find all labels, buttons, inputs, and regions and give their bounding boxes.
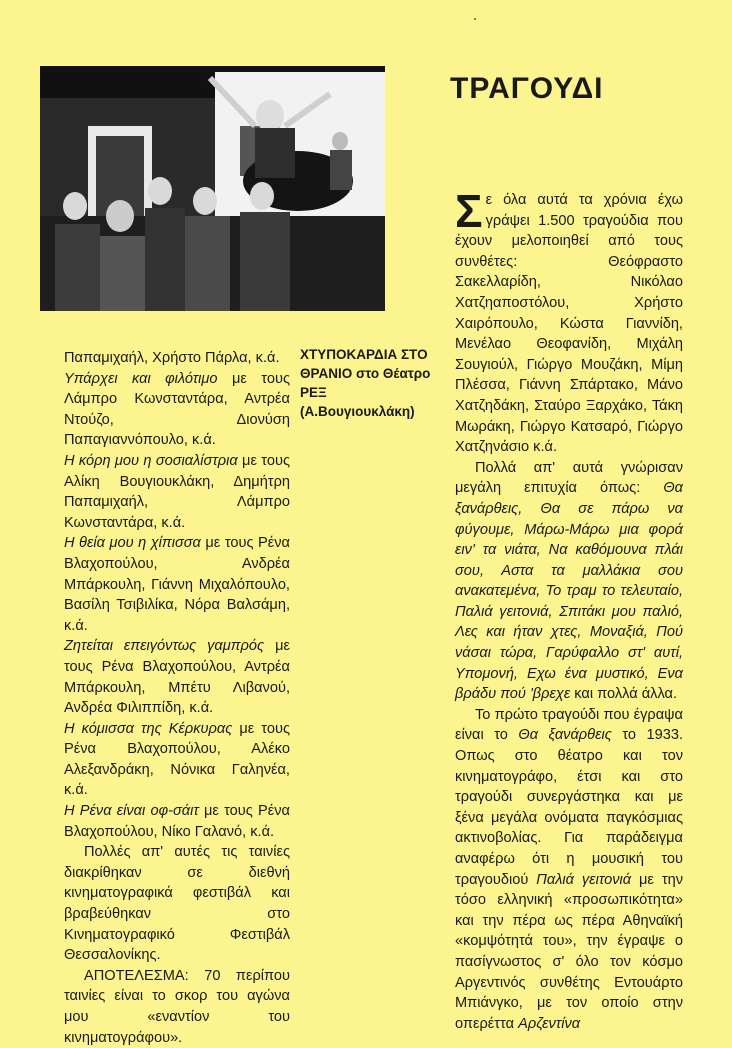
paragraph: Πολλές απ' αυτές τις ταινίες διακρίθηκαν σε διεθνή κινηματογραφικά φεστιβάλ και βραβεύθηκαν στο Κινηματογραφικό Φεστιβάλ Θεσσαλονίκης. — [64, 844, 290, 964]
songs-lead: Πολλά απ' αυτά γνώρισαν μεγάλη επιτυχία όπως: — [455, 459, 683, 497]
film-entry — [64, 636, 290, 718]
text-run: το 1933. Οπως στο θέατρο και τον κινηματογράφο, έτσι και στο τραγούδι συνεργάστηκα και με ξένα μεγάλα ονόματα παγκόσμιας ακτινοβολίας. Για παράδειγμα αναφέρω ότι η μουσική του τραγουδιού — [455, 727, 683, 888]
film-entry — [64, 719, 290, 801]
section-heading: ΤΡΑΓΟΥΔΙ — [450, 72, 604, 105]
song-title: Αρζεντίνα — [518, 1015, 581, 1032]
film-title: Η κόμισσα της Κέρκυρας — [64, 720, 233, 737]
paragraph — [455, 705, 683, 1035]
song-list: Θα ξανάρθεις, Θα σε πάρω να φύγουμε, Μάρω-Μάρω μια φορά ειν' τα νιάτα, Να καθόμουνα πλάι σου, Αστα τα μαλλάκια σου ανακατεμένα, Το τραμ το τελευταίο, Παλιά γειτονιά, Σπιτάκι μου παλιό, Λες και ήταν χτες, Μοναξιά, Πού νάσαι τώρα, Γαρύφαλλο στ' αυτί, Υπομονή, Εχω ένα μυστικό, Ενα βράδυ πού 'βρεχε — [455, 480, 683, 703]
text-run: Το πρώτο τραγούδι που έγραψα είναι το — [455, 706, 683, 744]
film-cast: με τους Ρένα Βλαχοπούλου, Αντρέα Μπάρκουλη, Μπέτυ Λιβανού, Ανδρέα Φιλιππίδη, κ.ά. — [64, 638, 290, 717]
intro-paragraph — [455, 185, 683, 458]
paragraph: ΑΠΟΤΕΛΕΣΜΑ: 70 περίπου ταινίες είναι το σκορ του αγώνα μου «εναντίον του κινηματογράφου». — [64, 967, 290, 1046]
songs-tail: και πολλά άλλα. — [570, 686, 678, 703]
film-cast: με τους Ρένα Βλαχοπούλου, Ανδρέα Μπάρκουλη, Γιάννη Μιχαλόπουλο, Βασίλη Τσιβιλίκα, Νόρα Βαλσάμη, κ.ά. — [64, 535, 290, 634]
speck — [474, 18, 476, 20]
paragraph — [455, 458, 683, 705]
photo-stage-scene — [40, 66, 385, 311]
song-title: Παλιά γειτονιά — [536, 871, 632, 888]
film-title: Η θεία μου η χίπισσα — [64, 535, 201, 552]
drop-cap: Σ — [455, 185, 483, 237]
film-title: Ζητείται επειγόντως γαμπρός — [64, 638, 265, 655]
film-title: Υπάρχει και φιλότιμο — [64, 370, 218, 387]
photo-caption: ΧΤΥΠΟΚΑΡΔΙΑ ΣΤΟ ΘΡΑΝΙΟ στο Θέατρο ΡΕΞ (Α.Βουγιουκλάκη) — [300, 347, 431, 419]
film-entry — [64, 369, 290, 451]
left-column — [64, 348, 290, 1048]
film-title: Η κόρη μου η σοσιαλίστρια — [64, 452, 238, 469]
film-cast: με τους Ρένα Βλαχοπούλου, Νίκο Γαλανό, κ.ά. — [64, 803, 290, 840]
film-cast: με τους Αλίκη Βουγιουκλάκη, Δημήτρη Παπαμιχαήλ, Λάμπρο Κωνσταντάρα, κ.ά. — [64, 452, 290, 531]
text-run: με την τόσο ελληνική «προσωπικότητα» και την πέρα ως πέρα Αθηναϊκή «κομψότητά του», την έγραψε ο πασίγνωστος σ' όλο τον κόσμο Αργεντινός συνθέτης Εντουάρτο Μπιάνγκο, με τον οποίο στην οπερέττα — [455, 871, 684, 1032]
film-entry — [64, 451, 290, 533]
film-title: Η Ρένα είναι οφ-σάιτ — [64, 803, 199, 820]
right-column — [455, 185, 684, 1034]
paragraph: Παπαμιχαήλ, Χρήστο Πάρλα, κ.ά. — [64, 350, 280, 366]
song-title: Θα ξανάρθεις — [518, 727, 612, 744]
intro-text: ε όλα αυτά τα χρόνια έχω γράψει 1.500 τραγούδια που έχουν μελοποιηθεί από τους συνθέτες: Θεόφραστο Σακελλαρίδη, Νικόλαο Χατζηαποστόλου, Χρήστο Χαιρόπουλο, Κώστα Γιαννίδη, Μενέλαο Θεοφανίδη, Μιχάλη Σουγιούλ, Γιώργο Μουζάκη, Μίμη Πλέσσα, Γιάννη Σπάρτακο, Μάνο Χατζηδάκη, Σταύρο Ξαρχάκο, Τάκη Μωράκη, Γιώργο Κατσαρό, Γιώργο Χατζηνάσιο κ.ά. — [455, 192, 683, 456]
film-cast: με τους Λάμπρο Κωνσταντάρα, Αντρέα Ντούζο, Διονύση Παπαγιαννόπουλο, κ.ά. — [64, 370, 290, 449]
film-entry — [64, 533, 290, 636]
film-cast: με τους Ρένα Βλαχοπούλου, Αλέκο Αλεξανδράκη, Νόνικα Γαληνέα, κ.ά. — [64, 720, 290, 799]
film-entry — [64, 801, 290, 842]
